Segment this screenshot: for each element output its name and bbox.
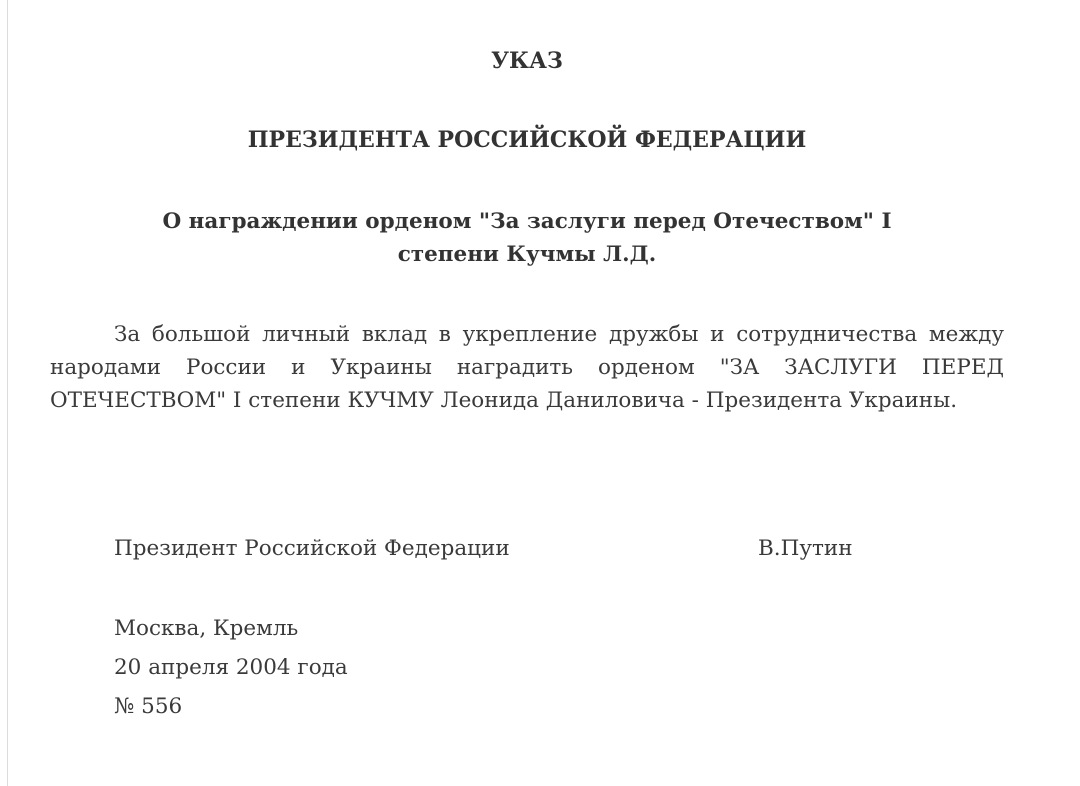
document-number: № 556 [114, 694, 183, 719]
document-subheading: ПРЕЗИДЕНТА РОССИЙСКОЙ ФЕДЕРАЦИИ [247, 127, 807, 153]
document-place: Москва, Кремль [114, 616, 299, 641]
document-page [50, 0, 1004, 786]
page-edge-divider [7, 0, 8, 786]
signature-name: В.Путин [758, 536, 853, 561]
document-date: 20 апреля 2004 года [114, 655, 348, 680]
document-heading: УКАЗ [491, 48, 563, 74]
document-body: За большой личный вклад в укрепление дружбы и сотрудничества между народами России и Украины наградить орденом "ЗА ЗАСЛУГИ ПЕРЕД ОТЕЧЕСТВОМ" I степени КУЧМУ Леонида Даниловича - Президента Украины. [50, 322, 1004, 413]
document-title: О награждении орденом "За заслуги перед Отечеством" I степени Кучмы Л.Д. [162, 209, 892, 267]
signature-position: Президент Российской Федерации [114, 536, 510, 561]
